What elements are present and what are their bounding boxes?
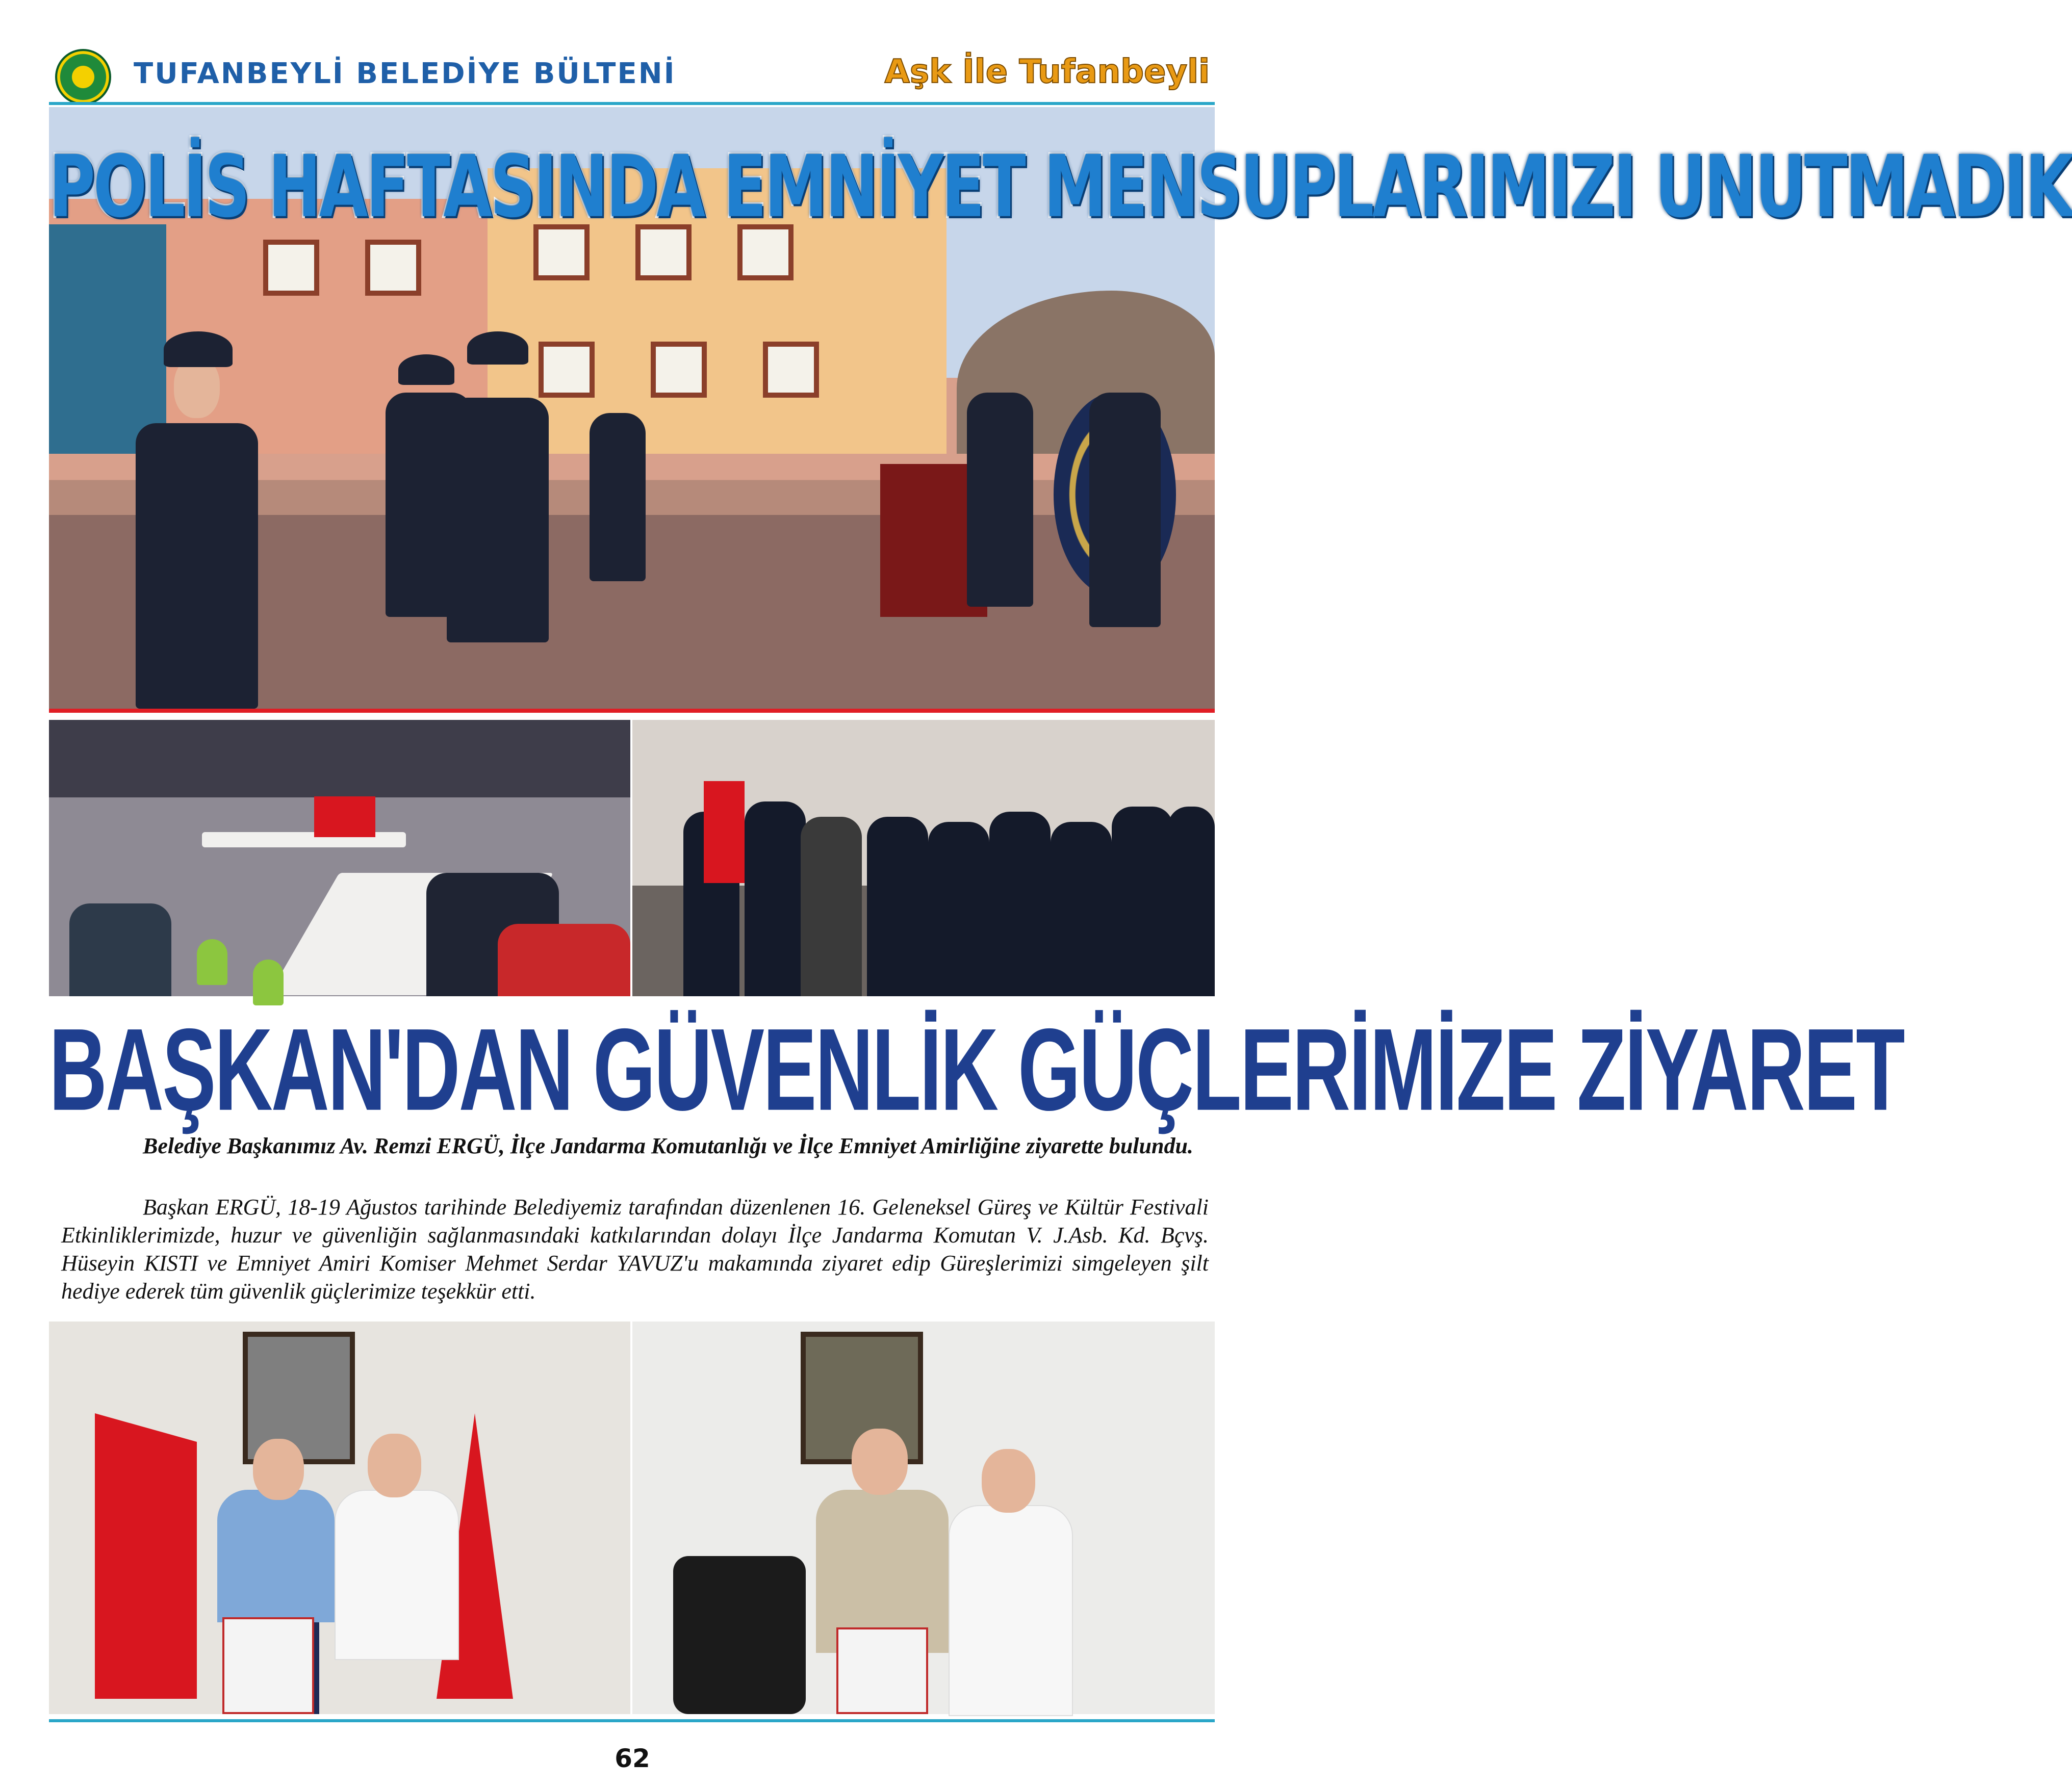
turkish-flag — [314, 796, 375, 837]
guest — [69, 903, 171, 996]
speaker — [590, 413, 646, 581]
officer — [989, 812, 1051, 996]
guest — [498, 924, 630, 996]
official — [867, 817, 928, 996]
gift-bag — [222, 1617, 314, 1714]
saluting-officer — [447, 398, 549, 642]
municipality-logo — [55, 49, 111, 105]
police-cap — [467, 331, 528, 365]
window — [539, 342, 595, 398]
police-week-ceremony-photo — [49, 107, 2072, 709]
dining-table — [202, 832, 406, 847]
office-chair — [673, 1556, 806, 1714]
officer — [1051, 822, 1112, 996]
body-paragraph: Başkan ERGÜ, 18-19 Ağustos tarihinde Belediyemiz tarafından düzenlenen 16. Geleneksel Güreş ve Kültür Festivali Etkinliklerimizde, huzur ve güvenliğin sağlanmasındaki katkılarından dolayı İlçe Jandarma Komutan V. J.Asb. Kd. Bçvş. Hüseyin KISTI ve Emniyet Amiri Komiser Mehmet Serdar YAVUZ'u makamında ziyaret edip Güreşlerimizi simgeleyen şilt hediye ederek tüm güvenlik güçlerimize teşekkür etti. — [61, 1195, 1209, 1304]
glass-facade — [49, 224, 166, 454]
mayor — [801, 817, 862, 996]
lead-paragraph: Belediye Başkanımız Av. Remzi ERGÜ, İlçe Jandarma Komutanlığı ve İlçe Emniyet Amirliğine ziyarette bulundu. — [143, 1133, 1193, 1158]
slogan: Aşk İle Tufanbeyli — [884, 53, 1210, 91]
officer-face — [852, 1429, 908, 1495]
chair — [197, 939, 227, 985]
ataturk-portrait — [243, 1332, 355, 1464]
officer — [1168, 807, 1215, 996]
official — [928, 822, 989, 996]
mayor-face — [368, 1434, 421, 1497]
dinner-event-photo — [49, 720, 630, 996]
police-cap — [164, 331, 233, 367]
gendarmerie-visit-photo — [632, 1322, 1215, 1714]
police-chief-visit-photo — [49, 1322, 630, 1714]
officer-face — [253, 1439, 304, 1500]
visit-headline: BAŞKAN'DAN GÜVENLİK GÜÇLERİMİZE ZİYARET — [49, 1004, 1904, 1135]
saluting-officer — [136, 423, 258, 709]
mayor-face — [982, 1449, 1035, 1513]
bulletin-title: TUFANBEYLİ BELEDİYE BÜLTENİ — [134, 57, 676, 90]
page-number: 62 — [615, 1744, 650, 1773]
group-photo-police — [632, 720, 1215, 996]
window — [263, 240, 319, 296]
mayor — [335, 1490, 459, 1660]
chair — [253, 960, 284, 1005]
footer-rule — [49, 1719, 1215, 1722]
turkish-flag — [95, 1413, 197, 1699]
police-officer — [217, 1490, 335, 1622]
turkish-flag — [704, 781, 745, 883]
officer — [745, 801, 806, 996]
mayor — [949, 1505, 1073, 1716]
window — [651, 342, 707, 398]
officer-at-lectern — [967, 393, 1033, 607]
header-rule — [49, 102, 1215, 105]
officer — [1089, 393, 1161, 627]
police-week-headline: POLİS HAFTASINDA EMNİYET MENSUPLARIMIZI UNUTMADIK — [49, 138, 2072, 237]
window — [763, 342, 819, 398]
section-divider — [49, 709, 1215, 713]
gift-bag — [836, 1627, 928, 1714]
window — [365, 240, 421, 296]
officer — [1112, 807, 1173, 996]
police-cap — [398, 354, 454, 385]
